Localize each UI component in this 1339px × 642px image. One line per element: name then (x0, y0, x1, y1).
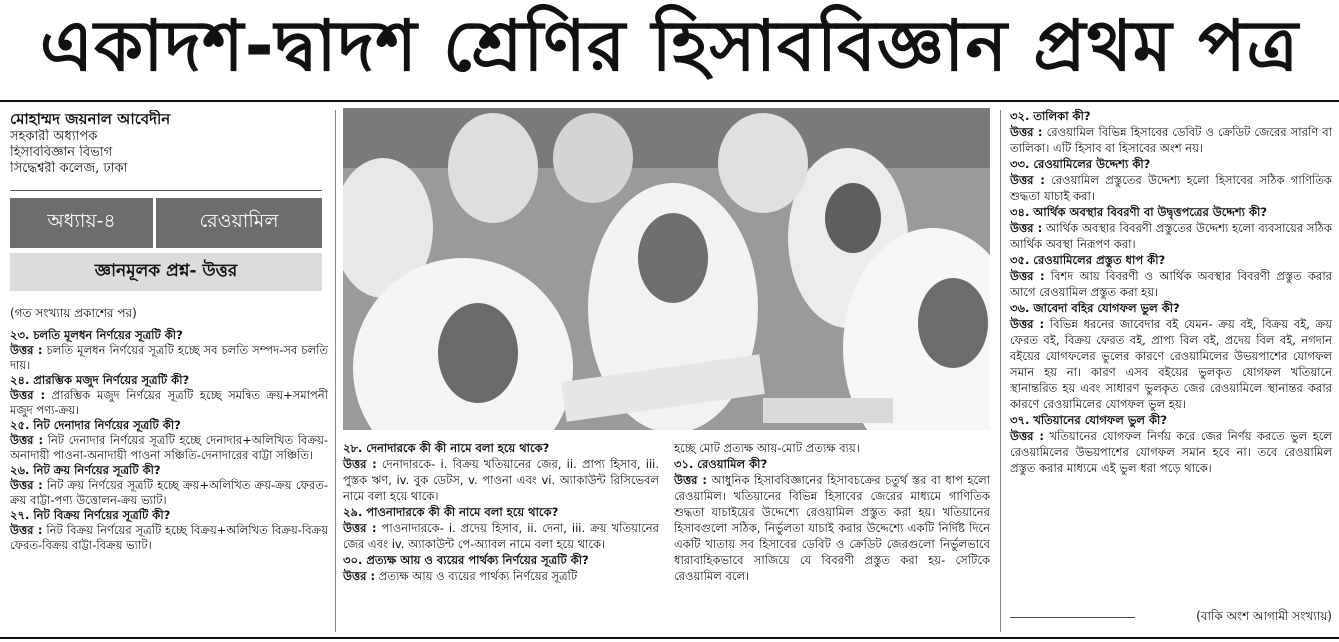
question: ৩২. তালিকা কী? (1010, 109, 1091, 123)
students-photo-illustration (343, 108, 990, 430)
answer (343, 568, 659, 584)
top-rule (0, 100, 1339, 102)
answer-label: উত্তর : (1010, 125, 1043, 139)
left-qa-list (10, 328, 328, 553)
answer-label: উত্তর : (10, 433, 44, 447)
qa-item (10, 508, 328, 553)
right-qa-list (1010, 108, 1332, 476)
answer (674, 472, 990, 584)
answer-text: খতিয়ানের যোগফল নির্ণয় করে জের নির্ণয় করতে ভুল হলে রেওয়ামিলের উভয়পাশের যোগফল সমান হবে না। তবে রেওয়ামিল প্রস্তুত করার মাধ্যমে এই ভুল ধরা পড়ে থাকে। (1010, 429, 1332, 475)
qa-item (674, 456, 990, 584)
question: ২৯. পাওনাদারকে কী কী নামে বলা হয়ে থাকে? (343, 505, 559, 519)
continued-footer: (বাকি অংশ আগামী সংখ্যায়) (1196, 609, 1332, 623)
question: ২৫. নিট দেনাদার নির্ণয়ের সূত্রটি কী? (10, 418, 181, 432)
answer-text: প্রত্যক্ষ আয় ও ব্যয়ের পার্থক্য নির্ণয়ের সূত্রটি (378, 569, 578, 583)
question: ২৭. নিট বিক্রয় নির্ণয়ের সূত্রটি কী? (10, 508, 171, 522)
qa-item (343, 552, 659, 584)
author-name: মোহাম্মদ জয়নাল আবেদীন (10, 110, 171, 128)
author-block (10, 110, 322, 177)
answer-label: উত্তর : (10, 523, 43, 537)
answer-label: উত্তর : (1010, 221, 1043, 235)
answer-text: বিশদ আয় বিবরণী ও আর্থিক অবস্থার বিবরণী প্রস্তুত করার আগে রেওয়ামিল প্রস্তুত করা হয়। (1010, 269, 1332, 299)
question: ২৪. প্রারম্ভিক মজুদ নির্ণয়ের সূত্রটি কী? (10, 373, 190, 387)
question: ৩৩. রেওয়ামিলের উদ্দেশ্য কী? (1010, 157, 1151, 171)
answer (10, 343, 328, 373)
headline: একাদশ-দ্বাদশ শ্রেণির হিসাববিজ্ঞান প্রথম পত্র (39, 4, 1300, 87)
qa-item (1010, 412, 1332, 476)
question: ৩১. রেওয়ামিল কী? (674, 457, 768, 471)
answer (10, 523, 328, 553)
answer (10, 478, 328, 508)
section-heading: জ্ঞানমূলক প্রশ্ন- উত্তর (10, 253, 322, 291)
answer-label: উত্তর : (343, 569, 376, 583)
answer-label: উত্তর : (1010, 429, 1044, 443)
question: ৩৬. জাবেদা বহির যোগফল ভুল কী? (1010, 301, 1180, 315)
answer-label: উত্তর : (1010, 269, 1045, 283)
question: ৩৫. রেওয়ামিলের প্রস্তুত ধাপ কী? (1010, 253, 1166, 267)
continuation-note: (গত সংখ্যায় প্রকাশের পর) (10, 306, 137, 320)
qa-item (1010, 156, 1332, 204)
topic-label: রেওয়ামিল (156, 198, 322, 248)
question: ২৩. চলতি মূলধন নির্ণয়ের সূত্রটি কী? (10, 328, 183, 342)
answer (1010, 172, 1332, 204)
answer (343, 456, 659, 504)
answer-text: চলতি মূলধন নির্ণয়ের সূত্রটি হচ্ছে সব চলতি সম্পদ-সব চলতি দায়। (10, 343, 328, 372)
answer-label: উত্তর : (1010, 173, 1045, 187)
column-divider (335, 110, 336, 632)
qa-item (343, 504, 659, 552)
answer (343, 520, 659, 552)
answer-continuation: হচ্ছে মোট প্রত্যক্ষ আয়-মোট প্রত্যক্ষ ব্যয়। (674, 441, 860, 455)
answer (1010, 220, 1332, 252)
answer-text: বিভিন্ন ধরনের জাবেদার বই যেমন- ক্রয় বই, বিক্রয় বই, ক্রয় ফেরত বই, বিক্রয় ফেরত বই, প্রাপ্য বিল বই, প্রদেয় বিল বই, নগদান বইয়ের যোগফলের ভুলের কারণে রেওয়ামিলের উভয়পাশের যোগফল সমান হয় না। কারণ এসব বইয়ের ভুলকৃত যোগফল খতিয়ানে স্থানান্তরিত হয় এবং সাধারণ ভুলকৃত জের রেওয়ামিলে স্থানান্তর করার কারণে রেওয়ামিলের যোগফল ভুল হয়। (1010, 317, 1332, 411)
qa-item (10, 328, 328, 373)
answer-text: আর্থিক অবস্থার বিবরণী প্রস্তুতের উদ্দেশ্য হলো ব্যবসায়ের সঠিক আর্থিক অবস্থা নিরূপণ করা। (1010, 221, 1332, 251)
answer-text: রেওয়ামিল বিভিন্ন হিসাবের ডেবিট ও ক্রেডিট জেরের সারণি বা তালিকা। এটি হিসাব বা হিসাবের অংশ নয়। (1010, 125, 1332, 155)
qa-item (1010, 108, 1332, 156)
qa-item (1010, 204, 1332, 252)
answer-label: উত্তর : (343, 521, 377, 535)
question: ৩৭. খতিয়ানের যোগফল ভুল কী? (1010, 413, 1168, 427)
qa-item (343, 440, 659, 504)
answer-label: উত্তর : (674, 473, 707, 487)
answer-label: উত্তর : (1010, 317, 1045, 331)
question: ২৬. নিট ক্রয় নির্ণয়ের সূত্রটি কী? (10, 463, 161, 477)
answer-text: পাওনাদারকে- i. প্রদেয় হিসাব, ii. দেনা, iii. ক্রয় খতিয়ানের জের এবং iv. অ্যাকাউন্ট পে-অ্যাবল নামে বলা হয়ে থাকে। (343, 521, 659, 551)
answer (1010, 124, 1332, 156)
footer-divider (1010, 617, 1135, 618)
answer (10, 433, 328, 463)
answer-text: রেওয়ামিল প্রস্তুতের উদ্দেশ্য হলো হিসাবের সঠিক গাণিতিক শুদ্ধতা যাচাই করা। (1010, 173, 1332, 203)
question: ৩৪. আর্থিক অবস্থার বিবরণী বা উদ্বৃত্তপত্রের উদ্দেশ্য কী? (1010, 205, 1268, 219)
bottom-rule (0, 637, 1339, 639)
question: ২৮. দেনাদারকে কী কী নামে বলা হয়ে থাকে? (343, 441, 550, 455)
exam-hall-photo (343, 108, 990, 430)
answer-label: উত্তর : (10, 343, 43, 357)
answer-text: আধুনিক হিসাববিজ্ঞানের হিসাবচক্রের চতুর্থ স্তর বা ধাপ হলো রেওয়ামিল। খতিয়ানের বিভিন্ন হিসাবের জেরের মাধ্যমে গাণিতিক শুদ্ধতা যাচাইয়ের উদ্দেশ্যে রেওয়ামিল প্রস্তুত করা হয়। খতিয়ানের হিসাবগুলো সঠিক, নির্ভুলতা যাচাই করার উদ্দেশ্যে একটি নির্দিষ্ট দিনে একটি খাতায় সব হিসাবের ডেবিট ও ক্রেডিট জেরগুলো নির্ভুলভাবে ধারাবাহিকভাবে সাজিয়ে যে বিবরণী প্রস্তুত করা হয়- সেটিকে রেওয়ামিল বলে। (674, 473, 990, 583)
author-divider (10, 190, 322, 191)
answer-text: প্রারম্ভিক মজুদ নির্ণয়ের সূত্রটি হচ্ছে সমন্বিত ক্রয়+সমাপনী মজুদ পণ্য-ক্রয়। (10, 388, 328, 417)
qa-item (10, 373, 328, 418)
answer-text: নিট ক্রয় নির্ণয়ের সূত্রটি হচ্ছে ক্রয়+অলিখিত ক্রয়-ক্রয় ফেরত-ক্রয় বাট্টা-পণ্য উত্তোলন-ক্রয় ভ্যাট। (10, 478, 328, 507)
qa-item (1010, 300, 1332, 412)
qa-item (10, 418, 328, 463)
answer-text: নিট বিক্রয় নির্ণয়ের সূত্রটি হচ্ছে বিক্রয়+অলিখিত বিক্রয়-বিক্রয় ফেরত-বিক্রয় বাট্টা-বিক্রয় ভ্যাট। (10, 523, 328, 552)
chapter-label: অধ্যায়-৪ (10, 198, 153, 248)
answer (1010, 316, 1332, 412)
qa-item (10, 463, 328, 508)
answer-label: উত্তর : (10, 478, 43, 492)
qa-item (1010, 252, 1332, 300)
author-designation: সহকারী অধ্যাপক (10, 129, 98, 144)
answer-label: উত্তর : (343, 457, 377, 471)
answer-text: দেনাদারকে- i. বিক্রয় খতিয়ানের জের, ii. প্রাপ্য হিসাব, iii. পুস্তক ঋণ, iv. বুক ডেটস, v. পাওনা এবং vi. অ্যাকাউন্ট রিসিভেবল নামে বলা হয়ে থাকে। (343, 457, 659, 503)
middle-qa-list-1 (343, 440, 659, 584)
answer (1010, 268, 1332, 300)
author-department: হিসাববিজ্ঞান বিভাগ (10, 145, 113, 160)
column-divider (1000, 110, 1001, 632)
author-college: সিদ্ধেশ্বরী কলেজ, ঢাকা (10, 161, 128, 176)
middle-qa-list-2 (674, 440, 990, 584)
question: ৩০. প্রত্যক্ষ আয় ও ব্যয়ের পার্থক্য নির্ণয়ের সূত্রটি কী? (343, 553, 589, 567)
answer-text: নিট দেনাদার নির্ণয়ের সূত্রটি হচ্ছে দেনাদার+অলিখিত বিক্রয়-অনাদায়ী পাওনা-অনাদায়ী পাওনা সঞ্চিতি-দেনাদারের বাট্টা সঞ্চিতি। (10, 433, 328, 462)
answer (10, 388, 328, 418)
answer-label: উত্তর : (10, 388, 46, 402)
answer (1010, 428, 1332, 476)
